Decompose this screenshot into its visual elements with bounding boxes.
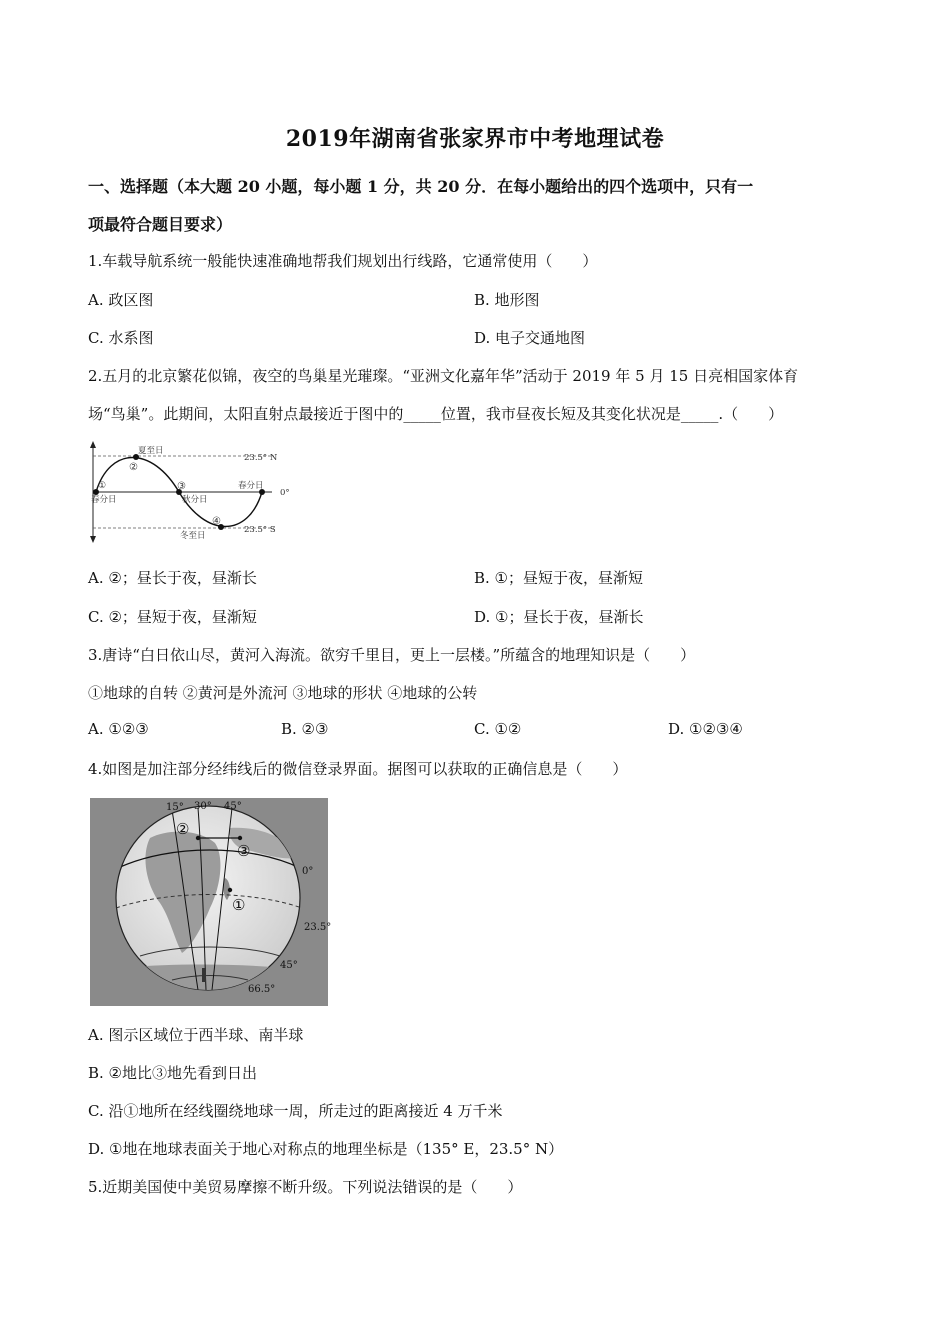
lon-30-label: 30° xyxy=(194,801,212,812)
section-heading-line2: 项最符合题目要求） xyxy=(88,215,233,234)
point-3-dot xyxy=(238,836,242,840)
q1-option-b[interactable]: B. 地形图 xyxy=(474,291,540,309)
solar-declination-figure xyxy=(84,440,304,544)
label-summer-solstice: 夏至日 xyxy=(138,446,164,456)
figure-silhouette xyxy=(202,968,206,982)
q2-option-d[interactable]: D. ①；昼长于夜，昼渐长 xyxy=(474,608,644,626)
q4-stem: 4.如图是加注部分经纬线后的微信登录界面。据图可以获取的正确信息是（ ） xyxy=(88,760,628,778)
point-1-dot xyxy=(228,888,232,892)
q4-option-a[interactable]: A. 图示区域位于西半球、南半球 xyxy=(88,1026,304,1044)
lon-45-label: 45° xyxy=(224,801,242,812)
point-2-dot xyxy=(196,836,200,840)
marker-4: ④ xyxy=(212,516,221,527)
q4-option-c[interactable]: C. 沿①地所在经线圈绕地球一周，所走过的距离接近 4 万千米 xyxy=(88,1102,503,1120)
q2-stem-line2: 场“鸟巢”。此期间，太阳直射点最接近于图中的_____位置，我市昼夜长短及其变化状况是_____.（ ） xyxy=(88,405,784,423)
axis-arrow-up xyxy=(90,441,96,448)
q1-option-c[interactable]: C. 水系图 xyxy=(88,329,154,347)
label-0-degree: 0° xyxy=(280,488,290,498)
lat-0-label: 0° xyxy=(302,866,314,877)
marker-3: ③ xyxy=(237,842,251,860)
q4-option-d[interactable]: D. ①地在地球表面关于地心对称点的地理坐标是（135° E，23.5° N） xyxy=(88,1140,564,1158)
q2-option-b[interactable]: B. ①；昼短于夜，昼渐短 xyxy=(474,569,644,587)
label-23-5-n: 23.5° N xyxy=(244,453,278,463)
q3-stem: 3.唐诗“白日依山尽，黄河入海流。欲穷千里目，更上一层楼。”所蕴含的地理知识是（ ） xyxy=(88,646,696,664)
section-heading-line1: 一、选择题（本大题 20 小题，每小题 1 分，共 20 分．在每小题给出的四个选项中，只有一 xyxy=(88,177,754,196)
marker-2: ② xyxy=(129,462,138,473)
q3-option-c[interactable]: C. ①② xyxy=(474,720,522,738)
q4-option-b[interactable]: B. ②地比③地先看到日出 xyxy=(88,1064,258,1082)
q3-option-a[interactable]: A. ①②③ xyxy=(88,720,149,738)
marker-1: ① xyxy=(98,481,107,491)
q2-option-a[interactable]: A. ②；昼长于夜，昼渐长 xyxy=(88,569,257,587)
label-spring-equinox-2: 春分日 xyxy=(238,481,264,491)
label-autumn-equinox: 秋分日 xyxy=(182,495,208,505)
q3-items: ①地球的自转 ②黄河是外流河 ③地球的形状 ④地球的公转 xyxy=(88,684,478,702)
marker-1: ① xyxy=(232,896,246,914)
label-23-5-s: 23.5° S xyxy=(244,525,276,535)
q3-option-d[interactable]: D. ①②③④ xyxy=(668,720,743,738)
lat-23-5-label: 23.5° xyxy=(304,922,332,933)
q1-option-d[interactable]: D. 电子交通地图 xyxy=(474,329,586,347)
wechat-globe-figure xyxy=(90,798,332,1006)
q3-option-b[interactable]: B. ②③ xyxy=(281,720,329,738)
q5-stem: 5.近期美国使中美贸易摩擦不断升级。下列说法错误的是（ ） xyxy=(88,1178,523,1196)
lon-15-label: 15° xyxy=(166,802,184,813)
q1-option-a[interactable]: A. 政区图 xyxy=(88,291,154,309)
q2-stem-line1: 2.五月的北京繁花似锦，夜空的鸟巢星光璀璨。“亚洲文化嘉年华”活动于 2019 年 5 月 15 日亮相国家体育 xyxy=(88,367,799,385)
axis-arrow-down xyxy=(90,536,96,543)
lat-66-5-label: 66.5° xyxy=(248,984,276,995)
marker-3: ③ xyxy=(177,481,186,492)
label-winter-solstice: 冬至日 xyxy=(180,531,206,541)
page-title: 2019年湖南省张家界市中考地理试卷 xyxy=(285,126,665,152)
lat-45-label: 45° xyxy=(280,960,298,971)
marker-2: ② xyxy=(176,820,190,838)
q2-option-c[interactable]: C. ②；昼短于夜，昼渐短 xyxy=(88,608,257,626)
q1-stem: 1.车载导航系统一般能快速准确地帮我们规划出行线路，它通常使用（ ） xyxy=(88,252,598,270)
label-spring-equinox-1: 春分日 xyxy=(91,495,117,505)
